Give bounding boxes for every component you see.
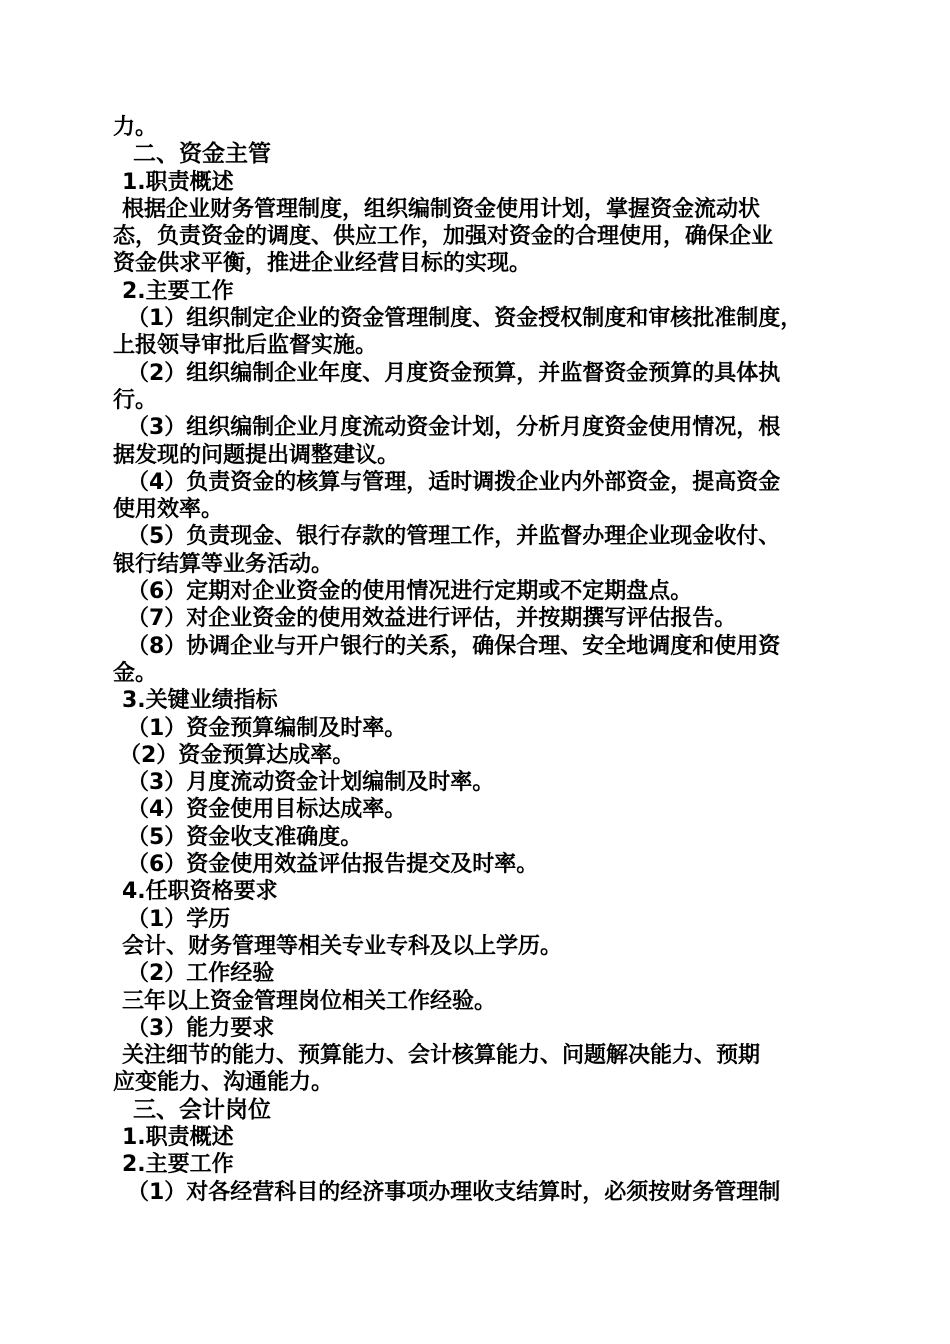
text-line: 资金供求平衡，推进企业经营目标的实现。 xyxy=(113,251,532,277)
text-line: （1）资金预算编制及时率。 xyxy=(127,715,407,741)
text-line: （3）月度流动资金计划编制及时率。 xyxy=(127,770,495,796)
text-line: （1）组织制定企业的资金管理制度、资金授权制度和审核批准制度， xyxy=(127,306,803,332)
text-line: （4）资金使用目标达成率。 xyxy=(127,797,407,823)
text-line: （8）协调企业与开户银行的关系，确保合理、安全地调度和使用资 xyxy=(127,633,781,659)
text-line: （3）能力要求 xyxy=(127,1015,275,1041)
text-line: （1）对各经营科目的经济事项办理收支结算时，必须按财务管理制 xyxy=(127,1179,781,1205)
text-line: 上报领导审批后监督实施。 xyxy=(113,333,378,359)
text-line: （7）对企业资金的使用效益进行评估，并按期撰写评估报告。 xyxy=(127,606,737,632)
text-line: （2）资金预算达成率。 xyxy=(119,742,355,768)
text-line: 三年以上资金管理岗位相关工作经验。 xyxy=(122,988,497,1014)
text-line: 三、会计岗位 xyxy=(133,1096,271,1123)
document-body xyxy=(113,114,843,1206)
text-line: （2）工作经验 xyxy=(127,961,275,987)
text-line: 银行结算等业务活动。 xyxy=(113,551,334,577)
text-line: 金。 xyxy=(113,660,158,686)
text-line: （5）资金收支准确度。 xyxy=(127,824,363,850)
text-line: 二、资金主管 xyxy=(133,141,271,168)
text-line: （6）定期对企业资金的使用情况进行定期或不定期盘点。 xyxy=(127,579,693,605)
text-line: 使用效率。 xyxy=(113,497,224,523)
text-line: （4）负责资金的核算与管理，适时调拨企业内外部资金，提高资金 xyxy=(127,469,781,495)
text-line: 力。 xyxy=(113,115,158,140)
text-line: 4.任职资格要求 xyxy=(122,879,278,905)
text-line: 据发现的问题提出调整建议。 xyxy=(113,442,400,468)
text-line: 行。 xyxy=(113,387,158,413)
text-line: （5）负责现金、银行存款的管理工作，并监督办理企业现金收付、 xyxy=(127,524,781,550)
text-line: 态，负责资金的调度、供应工作，加强对资金的合理使用，确保企业 xyxy=(113,224,774,250)
text-line: 应变能力、沟通能力。 xyxy=(113,1070,334,1096)
text-line: 3.关键业绩指标 xyxy=(122,688,278,714)
text-line: 1.职责概述 xyxy=(122,1124,234,1150)
text-line: （3）组织编制企业月度流动资金计划，分析月度资金使用情况，根 xyxy=(127,415,781,441)
text-line: （1）学历 xyxy=(127,906,231,932)
text-line: （6）资金使用效益评估报告提交及时率。 xyxy=(127,852,539,878)
text-line: 根据企业财务管理制度，组织编制资金使用计划，掌握资金流动状 xyxy=(122,196,761,222)
text-line: 1.职责概述 xyxy=(122,169,234,195)
text-line: （2）组织编制企业年度、月度资金预算，并监督资金预算的具体执 xyxy=(127,360,781,386)
text-line: 2.主要工作 xyxy=(122,278,234,304)
text-line: 2.主要工作 xyxy=(122,1152,234,1178)
text-line: 会计、财务管理等相关专业专科及以上学历。 xyxy=(122,933,563,959)
text-line: 关注细节的能力、预算能力、会计核算能力、问题解决能力、预期 xyxy=(122,1043,761,1069)
